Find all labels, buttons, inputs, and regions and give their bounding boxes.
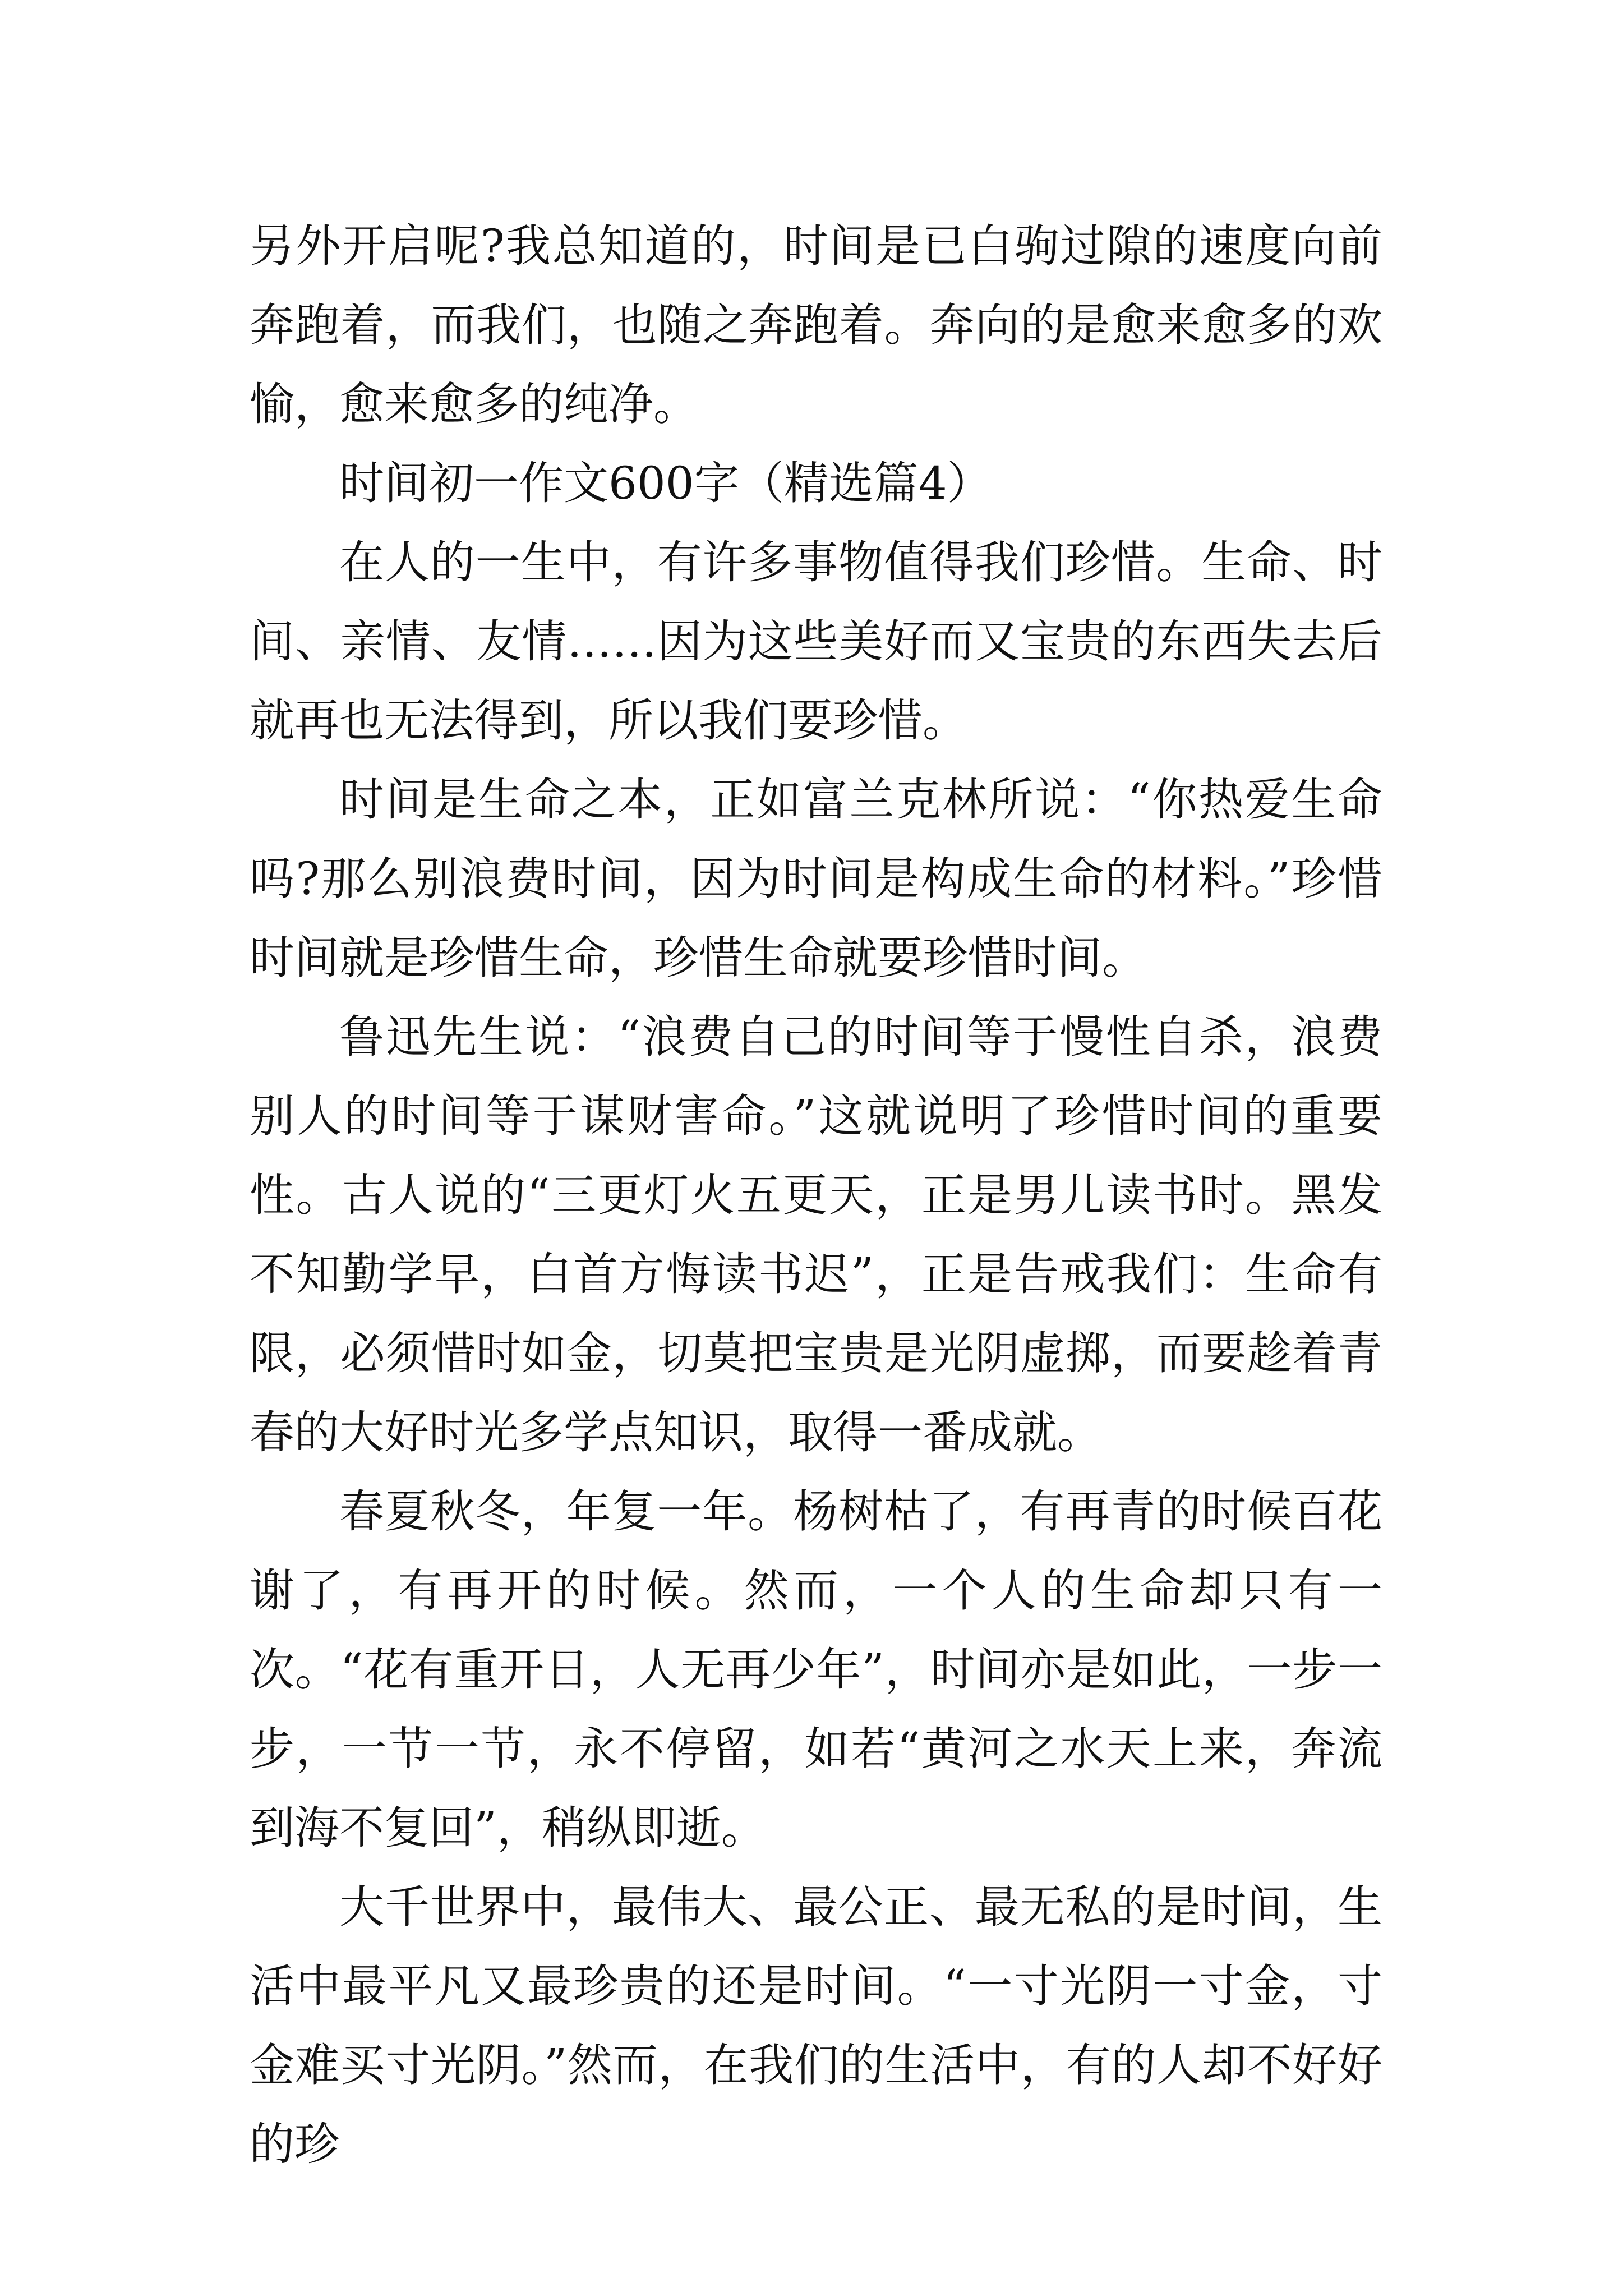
paragraph: 春夏秋冬，年复一年。杨树枯了，有再青的时候百花谢了，有再开的时候。然而，一个人的生命却只有一次。“花有重开日，人无再少年”，时间亦是如此，一步一步，一节一节，永不停留，如若“黄河之水天上来，奔流到海不复回”，稍纵即逝。 [250, 1485, 1382, 1854]
document-body [250, 206, 1382, 2184]
section-heading: 时间初一作文600字（精选篇4） [339, 457, 992, 509]
paragraph: 时间是生命之本，正如富兰克林所说：“你热爱生命吗?那么别浪费时间，因为时间是构成生命的材料。”珍惜时间就是珍惜生命，珍惜生命就要珍惜时间。 [250, 774, 1382, 984]
paragraph: 鲁迅先生说：“浪费自己的时间等于慢性自杀，浪费别人的时间等于谋财害命。”这就说明了珍惜时间的重要性。古人说的“三更灯火五更天，正是男儿读书时。黑发不知勤学早，白首方悔读书迟”，正是告戒我们：生命有限，必须惜时如金，切莫把宝贵是光阴虚掷，而要趁着青春的大好时光多学点知识，取得一番成就。 [250, 1011, 1382, 1458]
paragraph: 在人的一生中，有许多事物值得我们珍惜。生命、时间、亲情、友情……因为这些美好而又宝贵的东西失去后就再也无法得到，所以我们要珍惜。 [250, 536, 1382, 747]
paragraph-continuation: 另外开启呢?我总知道的，时间是已白驹过隙的速度向前奔跑着，而我们，也随之奔跑着。奔向的是愈来愈多的欢愉，愈来愈多的纯净。 [250, 220, 1382, 430]
paragraph: 大千世界中，最伟大、最公正、最无私的是时间，生活中最平凡又最珍贵的还是时间。“一寸光阴一寸金，寸金难买寸光阴。”然而，在我们的生活中，有的人却不好好的珍 [250, 1881, 1382, 2170]
